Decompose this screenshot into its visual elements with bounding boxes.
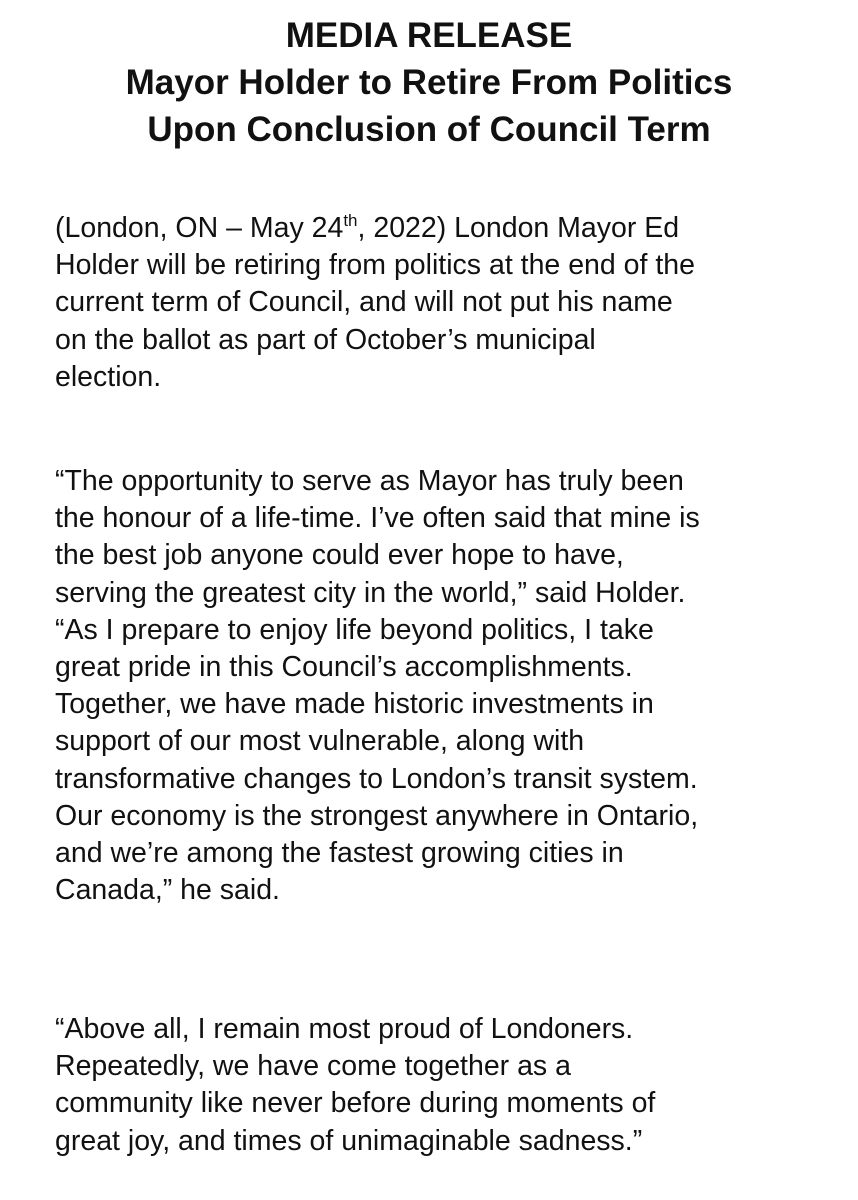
document-header [0, 12, 858, 153]
headline-line-2: Upon Conclusion of Council Term [147, 110, 711, 149]
paragraph-line: transformative changes to London’s transit system. [55, 762, 698, 795]
dateline-suffix: , 2022) London Mayor Ed [357, 212, 680, 244]
paragraph-line: “Above all, I remain most proud of Londoners. [55, 1013, 634, 1045]
paragraph-line: support of our most vulnerable, along with [55, 725, 585, 758]
dateline [55, 210, 835, 247]
date-ordinal-suffix: th [343, 211, 358, 230]
paragraph-quote-2 [55, 1011, 835, 1160]
paragraph-line: on the ballot as part of October’s municipal [55, 323, 596, 356]
headline-line-1: Mayor Holder to Retire From Politics [125, 63, 733, 102]
paragraph-line: “As I prepare to enjoy life beyond politics, I take [55, 613, 654, 646]
paragraph-line: current term of Council, and will not put his name [55, 286, 673, 319]
paragraph-line: Canada,” he said. [55, 874, 280, 907]
paragraph-line: the honour of a life-time. I’ve often said that mine is [55, 502, 700, 535]
paragraph-line: “The opportunity to serve as Mayor has truly been [55, 465, 684, 497]
paragraph-line: great joy, and times of unimaginable sadness.” [55, 1124, 643, 1157]
media-release-label: MEDIA RELEASE [285, 16, 573, 55]
paragraph-line: community like never before during moments of [55, 1087, 656, 1120]
paragraph-line: and we’re among the fastest growing cities in [55, 837, 624, 870]
dateline-prefix: (London, ON – May 24 [55, 212, 344, 244]
paragraph-line: great pride in this Council’s accomplishments. [55, 651, 633, 684]
paragraph-line: Our economy is the strongest anywhere in Ontario, [55, 799, 699, 832]
paragraph-line: election. [55, 360, 162, 393]
paragraph-quote-1 [55, 463, 835, 909]
paragraph-line: Holder will be retiring from politics at the end of the [55, 249, 695, 282]
paragraph-dateline-intro [55, 210, 835, 396]
paragraph-line: the best job anyone could ever hope to have, [55, 539, 624, 572]
paragraph-line: serving the greatest city in the world,” said Holder. [55, 576, 686, 609]
paragraph-line: Together, we have made historic investments in [55, 688, 654, 721]
paragraph-line: Repeatedly, we have come together as a [55, 1050, 571, 1083]
